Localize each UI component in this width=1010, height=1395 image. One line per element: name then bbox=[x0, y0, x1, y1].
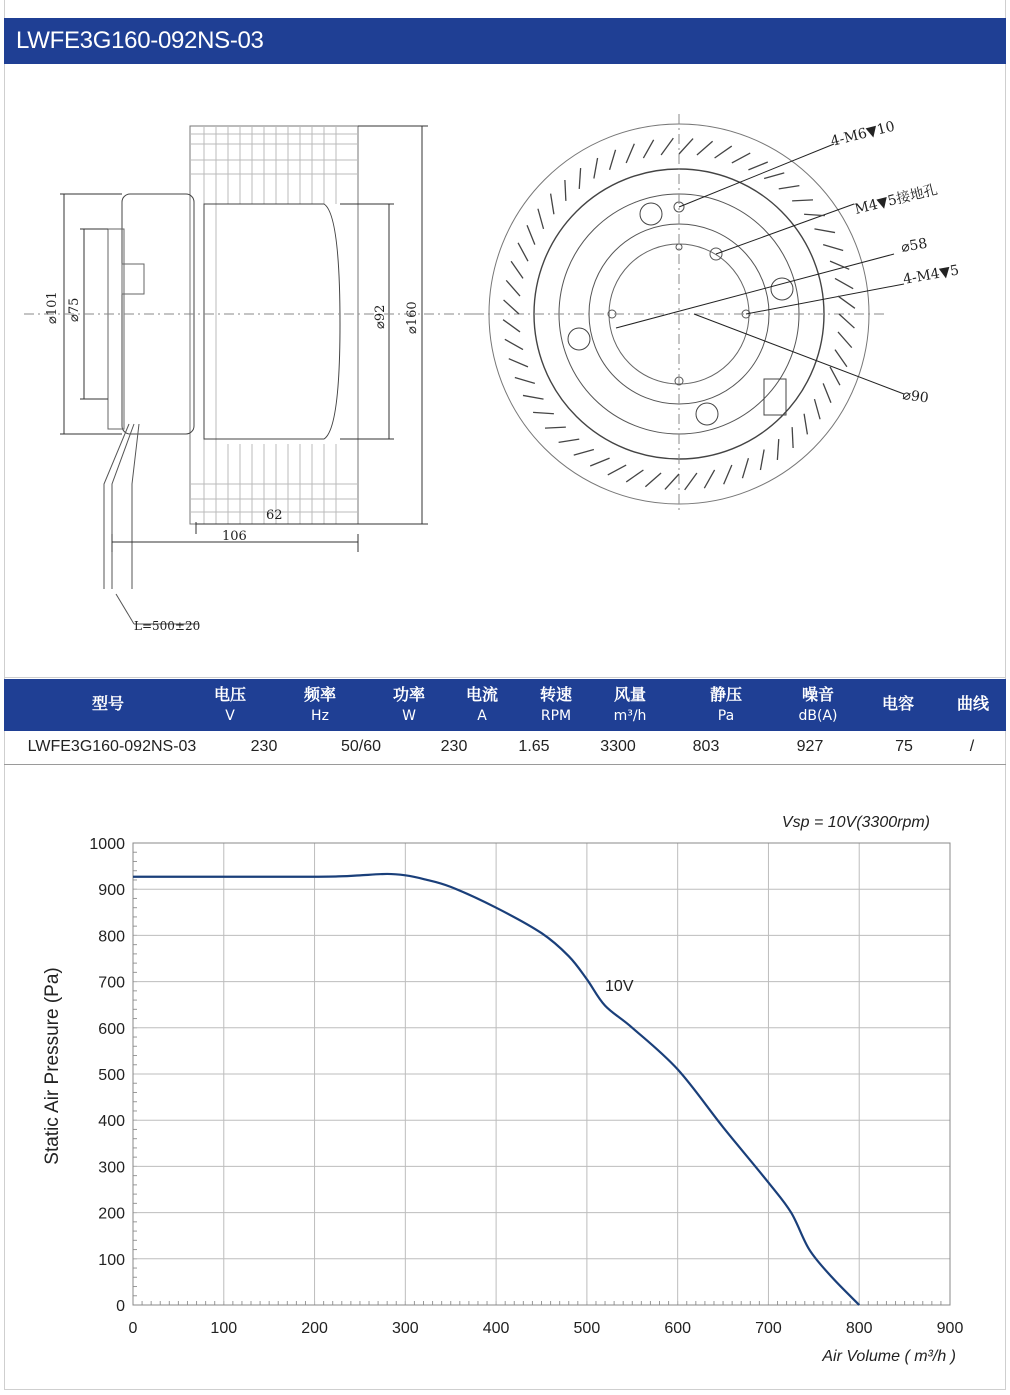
chart-x-axis-label: Air Volume ( m³/h ) bbox=[822, 1348, 956, 1365]
cell-model: LWFE3G160-092NS-03 bbox=[27, 738, 197, 755]
title-bar bbox=[4, 18, 1006, 64]
x-tick-label: 200 bbox=[301, 1320, 328, 1337]
y-tick-label: 600 bbox=[98, 1020, 125, 1038]
y-tick-label: 700 bbox=[98, 974, 125, 992]
y-tick-label: 400 bbox=[98, 1113, 125, 1131]
dim-62: 62 bbox=[266, 508, 283, 523]
y-tick-label: 0 bbox=[116, 1298, 125, 1315]
cell-curve: / bbox=[969, 738, 975, 755]
cell-power: 230 bbox=[440, 738, 468, 755]
x-tick-label: 500 bbox=[573, 1320, 601, 1337]
x-tick-label: 900 bbox=[936, 1320, 964, 1337]
x-tick-label: 800 bbox=[845, 1320, 873, 1337]
header-airflow: 风量 m³/h bbox=[613, 685, 647, 724]
cell-speed: 3300 bbox=[600, 738, 636, 755]
technical-drawing bbox=[4, 64, 1006, 678]
y-tick-label: 500 bbox=[98, 1067, 125, 1084]
header-capacitor: 电容 bbox=[881, 694, 914, 713]
dim-d160: ⌀160 bbox=[405, 301, 420, 334]
drawing-svg bbox=[4, 64, 1006, 678]
dim-d101: ⌀101 bbox=[45, 291, 60, 324]
dim-m4-ground: M4▼5接地孔 bbox=[853, 181, 940, 218]
x-tick-label: 100 bbox=[210, 1320, 238, 1337]
x-tick-label: 0 bbox=[128, 1320, 138, 1337]
dim-106: 106 bbox=[222, 529, 247, 544]
dim-d90: ⌀90 bbox=[901, 387, 930, 407]
header-pressure: 静压 Pa bbox=[709, 685, 742, 724]
performance-chart bbox=[4, 766, 1006, 1390]
header-model: 型号 bbox=[91, 694, 124, 713]
product-title: LWFE3G160-092NS-03 bbox=[16, 27, 264, 54]
cell-voltage: 230 bbox=[250, 738, 278, 755]
header-noise: 噪音 dB(A) bbox=[798, 685, 838, 724]
motor-rotor bbox=[204, 204, 340, 439]
dim-d75: ⌀75 bbox=[67, 297, 82, 322]
cell-pressure: 927 bbox=[796, 738, 824, 755]
spec-table-row bbox=[4, 731, 1006, 765]
cell-airflow: 803 bbox=[692, 738, 720, 755]
dim-d58: ⌀58 bbox=[899, 235, 929, 256]
header-power: 功率 W bbox=[392, 685, 425, 724]
header-curve: 曲线 bbox=[956, 694, 989, 713]
x-tick-label: 300 bbox=[391, 1320, 419, 1337]
x-tick-label: 400 bbox=[482, 1320, 510, 1337]
spec-table-header bbox=[4, 679, 1006, 731]
dim-d92: ⌀92 bbox=[373, 304, 388, 329]
y-tick-label: 900 bbox=[98, 882, 125, 900]
x-tick-label: 600 bbox=[664, 1320, 692, 1337]
chart-svg bbox=[4, 766, 1006, 1390]
cell-current: 1.65 bbox=[518, 738, 550, 755]
chart-annotation: Vsp = 10V(3300rpm) bbox=[781, 814, 930, 831]
y-tick-label: 1000 bbox=[89, 836, 125, 853]
header-frequency: 频率 Hz bbox=[303, 685, 336, 724]
impeller-outline bbox=[190, 126, 358, 524]
impeller-blades bbox=[190, 126, 358, 524]
header-current: 电流 A bbox=[465, 685, 498, 724]
series-label-10v: 10V bbox=[605, 977, 634, 995]
y-tick-label: 200 bbox=[98, 1205, 125, 1223]
header-voltage: 电压 V bbox=[213, 685, 246, 724]
y-tick-label: 800 bbox=[98, 928, 125, 946]
chart-y-axis-label: Static Air Pressure (Pa) bbox=[42, 967, 63, 1165]
x-tick-label: 700 bbox=[755, 1320, 782, 1337]
header-speed: 转速 RPM bbox=[539, 685, 572, 724]
y-tick-label: 300 bbox=[98, 1159, 125, 1177]
dim-cable-length: L=500±20 bbox=[134, 619, 201, 633]
y-tick-label: 100 bbox=[98, 1251, 125, 1269]
dim-m6: 4-M6▼10 bbox=[829, 118, 897, 150]
cell-frequency: 50/60 bbox=[340, 738, 382, 755]
cell-noise: 75 bbox=[895, 738, 913, 755]
dim-m4: 4-M4▼5 bbox=[901, 262, 961, 288]
